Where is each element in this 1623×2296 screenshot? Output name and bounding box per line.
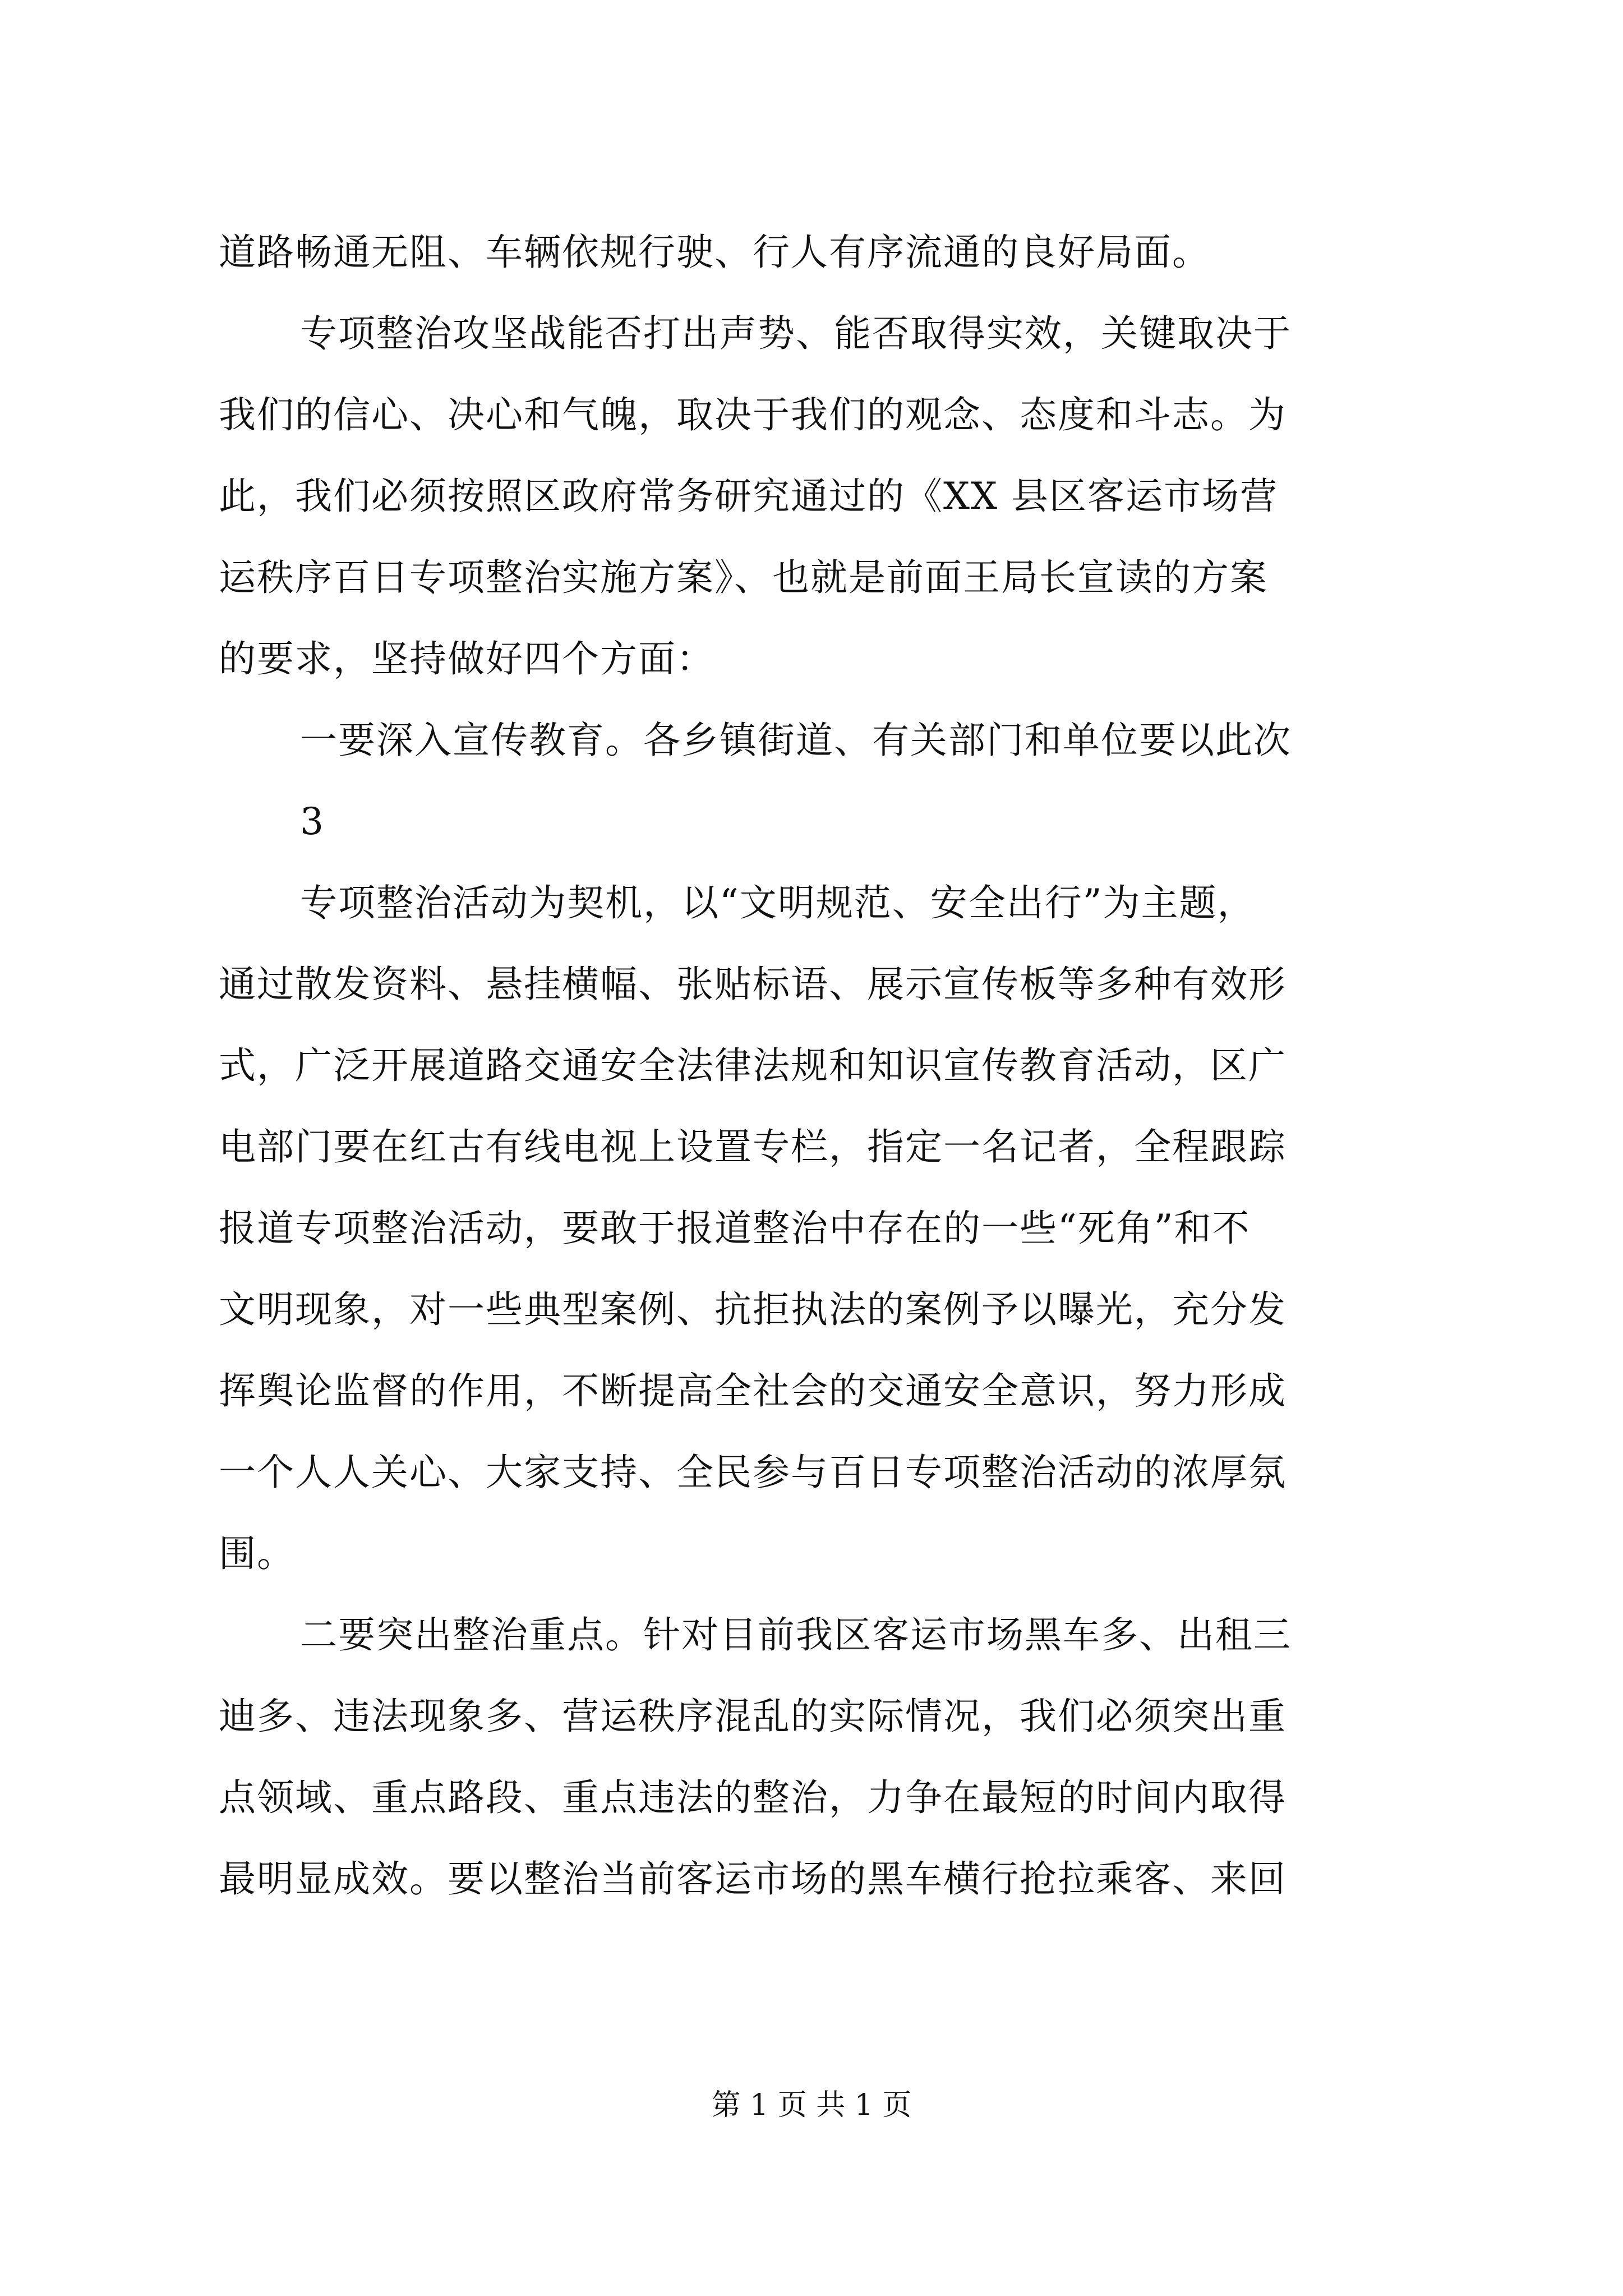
text-line: 一要深入宣传教育。各乡镇街道、有关部门和单位要以此次 bbox=[300, 719, 1292, 762]
text-line: 道路畅通无阻、车辆依规行驶、行人有序流通的良好局面。 bbox=[219, 231, 1210, 274]
text-line: 专项整治攻坚战能否打出声势、能否取得实效，关键取决于 bbox=[300, 312, 1292, 355]
text-line: 式，广泛开展道路交通安全法律法规和知识宣传教育活动，区广 bbox=[219, 1044, 1287, 1087]
text-line: 运秩序百日专项整治实施方案》、也就是前面王局长宣读的方案 bbox=[219, 556, 1268, 599]
text-line: 一个人人关心、大家支持、全民参与百日专项整治活动的浓厚氛 bbox=[219, 1451, 1287, 1494]
text-line: 挥舆论监督的作用，不断提高全社会的交通安全意识，努力形成 bbox=[219, 1369, 1287, 1412]
text-line: 迪多、违法现象多、营运秩序混乱的实际情况，我们必须突出重 bbox=[219, 1695, 1287, 1738]
text-line: 电部门要在红古有线电视上设置专栏，指定一名记者，全程跟踪 bbox=[219, 1125, 1287, 1168]
text-line: 文明现象，对一些典型案例、抗拒执法的案例予以曝光，充分发 bbox=[219, 1288, 1287, 1331]
text-line: 3 bbox=[300, 800, 325, 843]
text-line: 点领域、重点路段、重点违法的整治，力争在最短的时间内取得 bbox=[219, 1776, 1287, 1819]
page-number-footer: 第 1 页 共 1 页 bbox=[711, 2088, 912, 2122]
text-line: 我们的信心、决心和气魄，取决于我们的观念、态度和斗志。为 bbox=[219, 393, 1287, 436]
text-line: 专项整治活动为契机，以“文明规范、安全出行”为主题， bbox=[300, 881, 1256, 924]
text-line: 此，我们必须按照区政府常务研究通过的《XX 县区客运市场营 bbox=[219, 475, 1278, 518]
text-line: 围。 bbox=[219, 1532, 295, 1575]
text-line: 二要突出整治重点。针对目前我区客运市场黑车多、出租三 bbox=[300, 1613, 1292, 1657]
text-line: 报道专项整治活动，要敢于报道整治中存在的一些“死角”和不 bbox=[219, 1207, 1251, 1250]
text-line: 最明显成效。要以整治当前客运市场的黑车横行抢拉乘客、来回 bbox=[219, 1857, 1287, 1901]
text-line: 通过散发资料、悬挂横幅、张贴标语、展示宣传板等多种有效形 bbox=[219, 963, 1287, 1006]
text-line: 的要求，坚持做好四个方面： bbox=[219, 637, 714, 680]
